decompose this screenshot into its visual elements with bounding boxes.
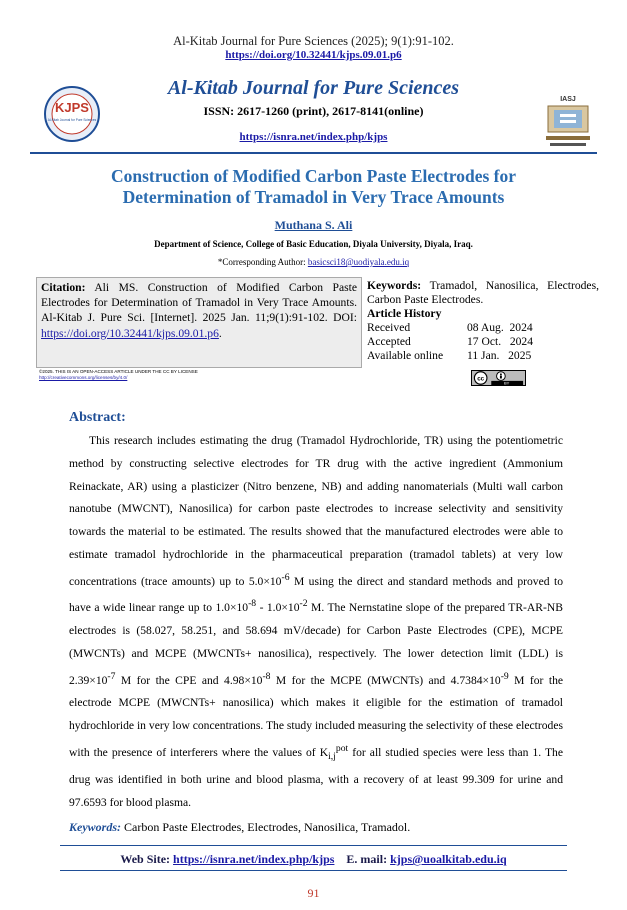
- kjps-logo-text: KJPS: [55, 100, 89, 115]
- abstract-seg: - 1.0×10: [256, 601, 300, 615]
- footer-email-link[interactable]: kjps@uoalkitab.edu.iq: [390, 852, 507, 866]
- keywords-bottom-label: Keywords:: [69, 820, 121, 834]
- footer-web-label: Web Site:: [120, 852, 174, 866]
- header-doi-text[interactable]: https://doi.org/10.32441/kjps.09.01.p6: [225, 49, 402, 61]
- author-name[interactable]: Muthana S. Ali: [274, 218, 353, 232]
- history-date: 11 Jan. 2025: [467, 349, 532, 362]
- citation-doi-link[interactable]: https://doi.org/10.32441/kjps.09.01.p6: [41, 326, 219, 340]
- license-notice: [39, 369, 198, 381]
- history-row-received: [367, 321, 599, 335]
- keywords-bottom: [69, 820, 410, 835]
- journal-website-link[interactable]: https://isnra.net/index.php/kjps: [239, 131, 388, 143]
- abstract-sup: -2: [299, 598, 308, 610]
- corresponding-author: [0, 257, 627, 267]
- citation-label: Citation:: [41, 281, 86, 294]
- citation-text: Ali MS. Construction of Modified Carbon Paste Electrodes for Determination of Tramadol in Very Trace Amounts. Al-Kitab J. Pure Sci. [Internet]. 2025 Jan. 11;9(1):91-102. DOI:: [41, 281, 358, 325]
- title-line-1: Construction of Modified Carbon Paste Electrodes for: [110, 166, 517, 186]
- citation-box: [36, 277, 362, 368]
- abstract-sup: -6: [281, 571, 290, 583]
- affiliation: Department of Science, College of Basic Education, Diyala University, Diyala, Iraq.: [154, 239, 473, 249]
- keywords-bottom-text: Carbon Paste Electrodes, Electrodes, Nanosilica, Tramadol.: [121, 820, 411, 834]
- header-doi-link[interactable]: [0, 49, 627, 61]
- article-info-box: [363, 277, 603, 368]
- issn: ISSN: 2617-1260 (print), 2617-8141(online): [203, 104, 424, 118]
- abstract-heading: Abstract:: [69, 410, 126, 425]
- abstract-sup: pot: [335, 742, 349, 754]
- corresponding-label: *Corresponding Author:: [217, 257, 306, 267]
- kjps-logo-subtext: Al-Kitab Journal for Pure Sciences: [47, 118, 97, 122]
- running-citation: Al-Kitab Journal for Pure Sciences (2025); 9(1):91-102.: [173, 34, 454, 48]
- abstract-sup: -8: [262, 670, 271, 682]
- by-icon: BY: [503, 380, 510, 386]
- info-keywords-label: Keywords:: [367, 279, 422, 292]
- abstract-seg: for all studied species were less than 1. The drug was identified in both urine and blood plasma, with a recovery of at least 99.309 for urine and 97.6593 for blood plasma.: [69, 745, 563, 809]
- abstract-seg: M. The Nernstatine slope of the prepared TR-AR-NB electrodes is (58.027, 58.251, and 58.694 mV/decade) for Carbon Paste Electrodes (CPE), MCPE (MWCNTs) and MCPE (MWCNTs+ nanosilica), respectively. The lower detection limit (LDL) is 2.39×10: [69, 601, 563, 687]
- info-keywords: [367, 279, 599, 307]
- cc-icon: cc: [477, 375, 485, 383]
- abstract-seg: M for the CPE and 4.98×10: [115, 673, 263, 687]
- footer-web-link[interactable]: https://isnra.net/index.php/kjps: [173, 852, 335, 866]
- abstract-seg: M using the direct and standard methods and proved to have a wide linear range up to 1.0×10: [69, 574, 563, 615]
- license-line: ©2025. THIS IS AN OPEN-ACCESS ARTICLE UNDER THE CC BY LICENSE: [39, 369, 198, 374]
- journal-name: Al-Kitab Journal for Pure Sciences: [167, 77, 460, 99]
- history-row-accepted: [367, 335, 599, 349]
- abstract-sub: i,j: [328, 751, 336, 763]
- header-rule: [30, 152, 597, 154]
- license-url-link[interactable]: http://creativecommons.org/licenses/by/4.0/: [39, 375, 128, 380]
- abstract-sup: -8: [248, 598, 257, 610]
- citation-doi-suffix: .: [218, 326, 222, 340]
- info-keywords-text: Tramadol, Nanosilica, Electrodes, Carbon Paste Electrodes.: [367, 279, 599, 306]
- corresponding-email-link[interactable]: basicsci18@uodiyala.edu.iq: [307, 257, 410, 267]
- footer-rule-top: [60, 845, 567, 846]
- cc-by-badge[interactable]: [471, 370, 526, 386]
- history-title: Article History: [367, 307, 442, 320]
- history-label: Accepted: [367, 335, 411, 348]
- history-date: 08 Aug. 2024: [467, 321, 533, 334]
- article-title: [0, 166, 627, 208]
- title-line-2: Determination of Tramadol in Very Trace Amounts: [122, 187, 505, 207]
- history-row-available: [367, 349, 599, 363]
- history-label: Received: [367, 321, 411, 334]
- iasj-logo-text: IASJ: [560, 96, 576, 103]
- footer: [0, 852, 627, 867]
- abstract-sup: -9: [500, 670, 509, 682]
- abstract-seg: This research includes estimating the drug (Tramadol Hydrochloride, TR) using the potentiometric method by constructing selective electrodes for TR drug with the active ingredient (Ammonium Reinackate, AR) using a plasticizer (Nitro benzene, NB) and adding nanomaterials (Multi wall carbon nanotube (MWCNT), Nanosilica) for carbon paste electrodes to increase selectivity and sensitivity towards the material to be estimated. The results showed that the manufactured electrodes were able to estimate tramadol hydrochloride in the pharmaceutical preparation (tramadol tablets) at very low concentrations (trace amounts) up to 5.0×10: [69, 434, 563, 588]
- abstract-seg: M for the electrode MCPE (MWCNTs+ nanosilica) which makes it eligible for the estimation of tramadol hydrochloride in very low concentrations. The study included measuring the selectivity of these electrodes with the presence of interferers where the values of K: [69, 673, 564, 759]
- journal-website[interactable]: [0, 131, 627, 143]
- footer-email-label: E. mail:: [346, 852, 391, 866]
- abstract-seg: M for the MCPE (MWCNTs) and 4.7384×10: [270, 673, 501, 687]
- footer-rule-bottom: [60, 870, 567, 871]
- abstract-text: [69, 430, 563, 815]
- page-number: 91: [307, 886, 320, 900]
- history-date: 17 Oct. 2024: [467, 335, 534, 348]
- iasj-logo: [540, 92, 596, 150]
- abstract-sup: -7: [107, 670, 116, 682]
- history-label: Available online: [367, 349, 444, 362]
